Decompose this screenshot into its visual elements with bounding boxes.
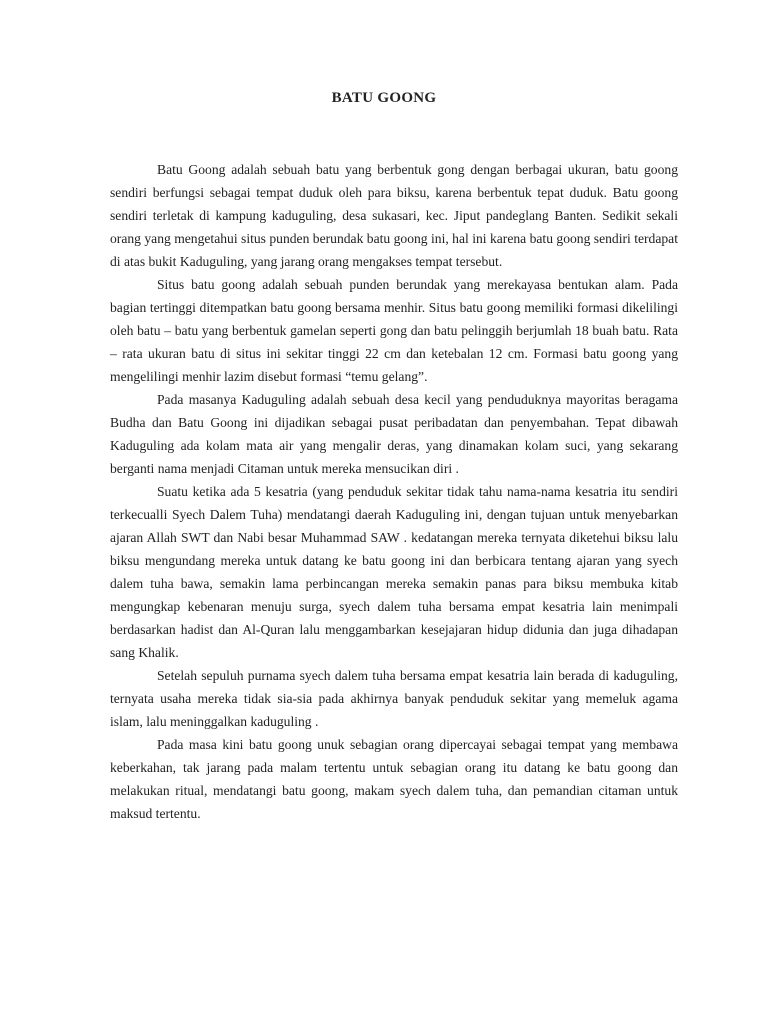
- document-body: [110, 158, 678, 825]
- document-title: BATU GOONG: [331, 90, 437, 106]
- paragraph: Batu Goong adalah sebuah batu yang berbentuk gong dengan berbagai ukuran, batu goong sendiri berfungsi sebagai tempat duduk oleh para biksu, karena berbentuk tepat duduk. Batu goong sendiri terletak di kampung kaduguling, desa sukasari, kec. Jiput pandeglang Banten. Sedikit sekali orang yang mengetahui situs punden berundak batu goong ini, hal ini karena batu goong sendiri terdapat di atas bukit Kaduguling, yang jarang orang mengakses tempat tersebut.: [110, 162, 678, 269]
- paragraph: Setelah sepuluh purnama syech dalem tuha bersama empat kesatria lain berada di kaduguling, ternyata usaha mereka tidak sia-sia pada akhirnya banyak penduduk sekitar yang memeluk agama islam, lalu meninggalkan kaduguling .: [110, 668, 678, 729]
- paragraph: Suatu ketika ada 5 kesatria (yang penduduk sekitar tidak tahu nama-nama kesatria itu sendiri terkecualli Syech Dalem Tuha) mendatangi daerah Kaduguling ini, dengan tujuan untuk menyebarkan ajaran Allah SWT dan Nabi besar Muhammad SAW . kedatangan mereka ternyata diketehui biksu lalu biksu mengundang mereka untuk datang ke batu goong ini dan berbicara tentang ajaran yang syech dalem tuha bawa, semakin lama perbincangan mereka semakin panas para biksu membuka kitab mengungkap kebenaran menuju surga, syech dalem tuha bersama empat kesatria lain menimpali berdasarkan hadist dan Al-Quran lalu menggambarkan kesejajaran hidup didunia dan juga dihadapan sang Khalik.: [110, 484, 678, 660]
- paragraph: Pada masa kini batu goong unuk sebagian orang dipercayai sebagai tempat yang membawa keberkahan, tak jarang pada malam tertentu untuk sebagian orang itu datang ke batu goong dan melakukan ritual, mendatangi batu goong, makam syech dalem tuha, dan pemandian citaman untuk maksud tertentu.: [110, 737, 678, 821]
- paragraph: Situs batu goong adalah sebuah punden berundak yang merekayasa bentukan alam. Pada bagian tertinggi ditempatkan batu goong bersama menhir. Situs batu goong memiliki formasi dikelilingi oleh batu – batu yang berbentuk gamelan seperti gong dan batu pelinggih berjumlah 18 buah batu. Rata – rata ukuran batu di situs ini sekitar tinggi 22 cm dan ketebalan 12 cm. Formasi batu goong yang mengelilingi menhir lazim disebut formasi “temu gelang”.: [110, 277, 678, 384]
- paragraph: Pada masanya Kaduguling adalah sebuah desa kecil yang penduduknya mayoritas beragama Budha dan Batu Goong ini dijadikan sebagai pusat peribadatan dan penyembahan. Tepat dibawah Kaduguling ada kolam mata air yang mengalir deras, yang dinamakan kolam suci, yang sekarang berganti nama menjadi Citaman untuk mereka mensucikan diri .: [110, 392, 678, 476]
